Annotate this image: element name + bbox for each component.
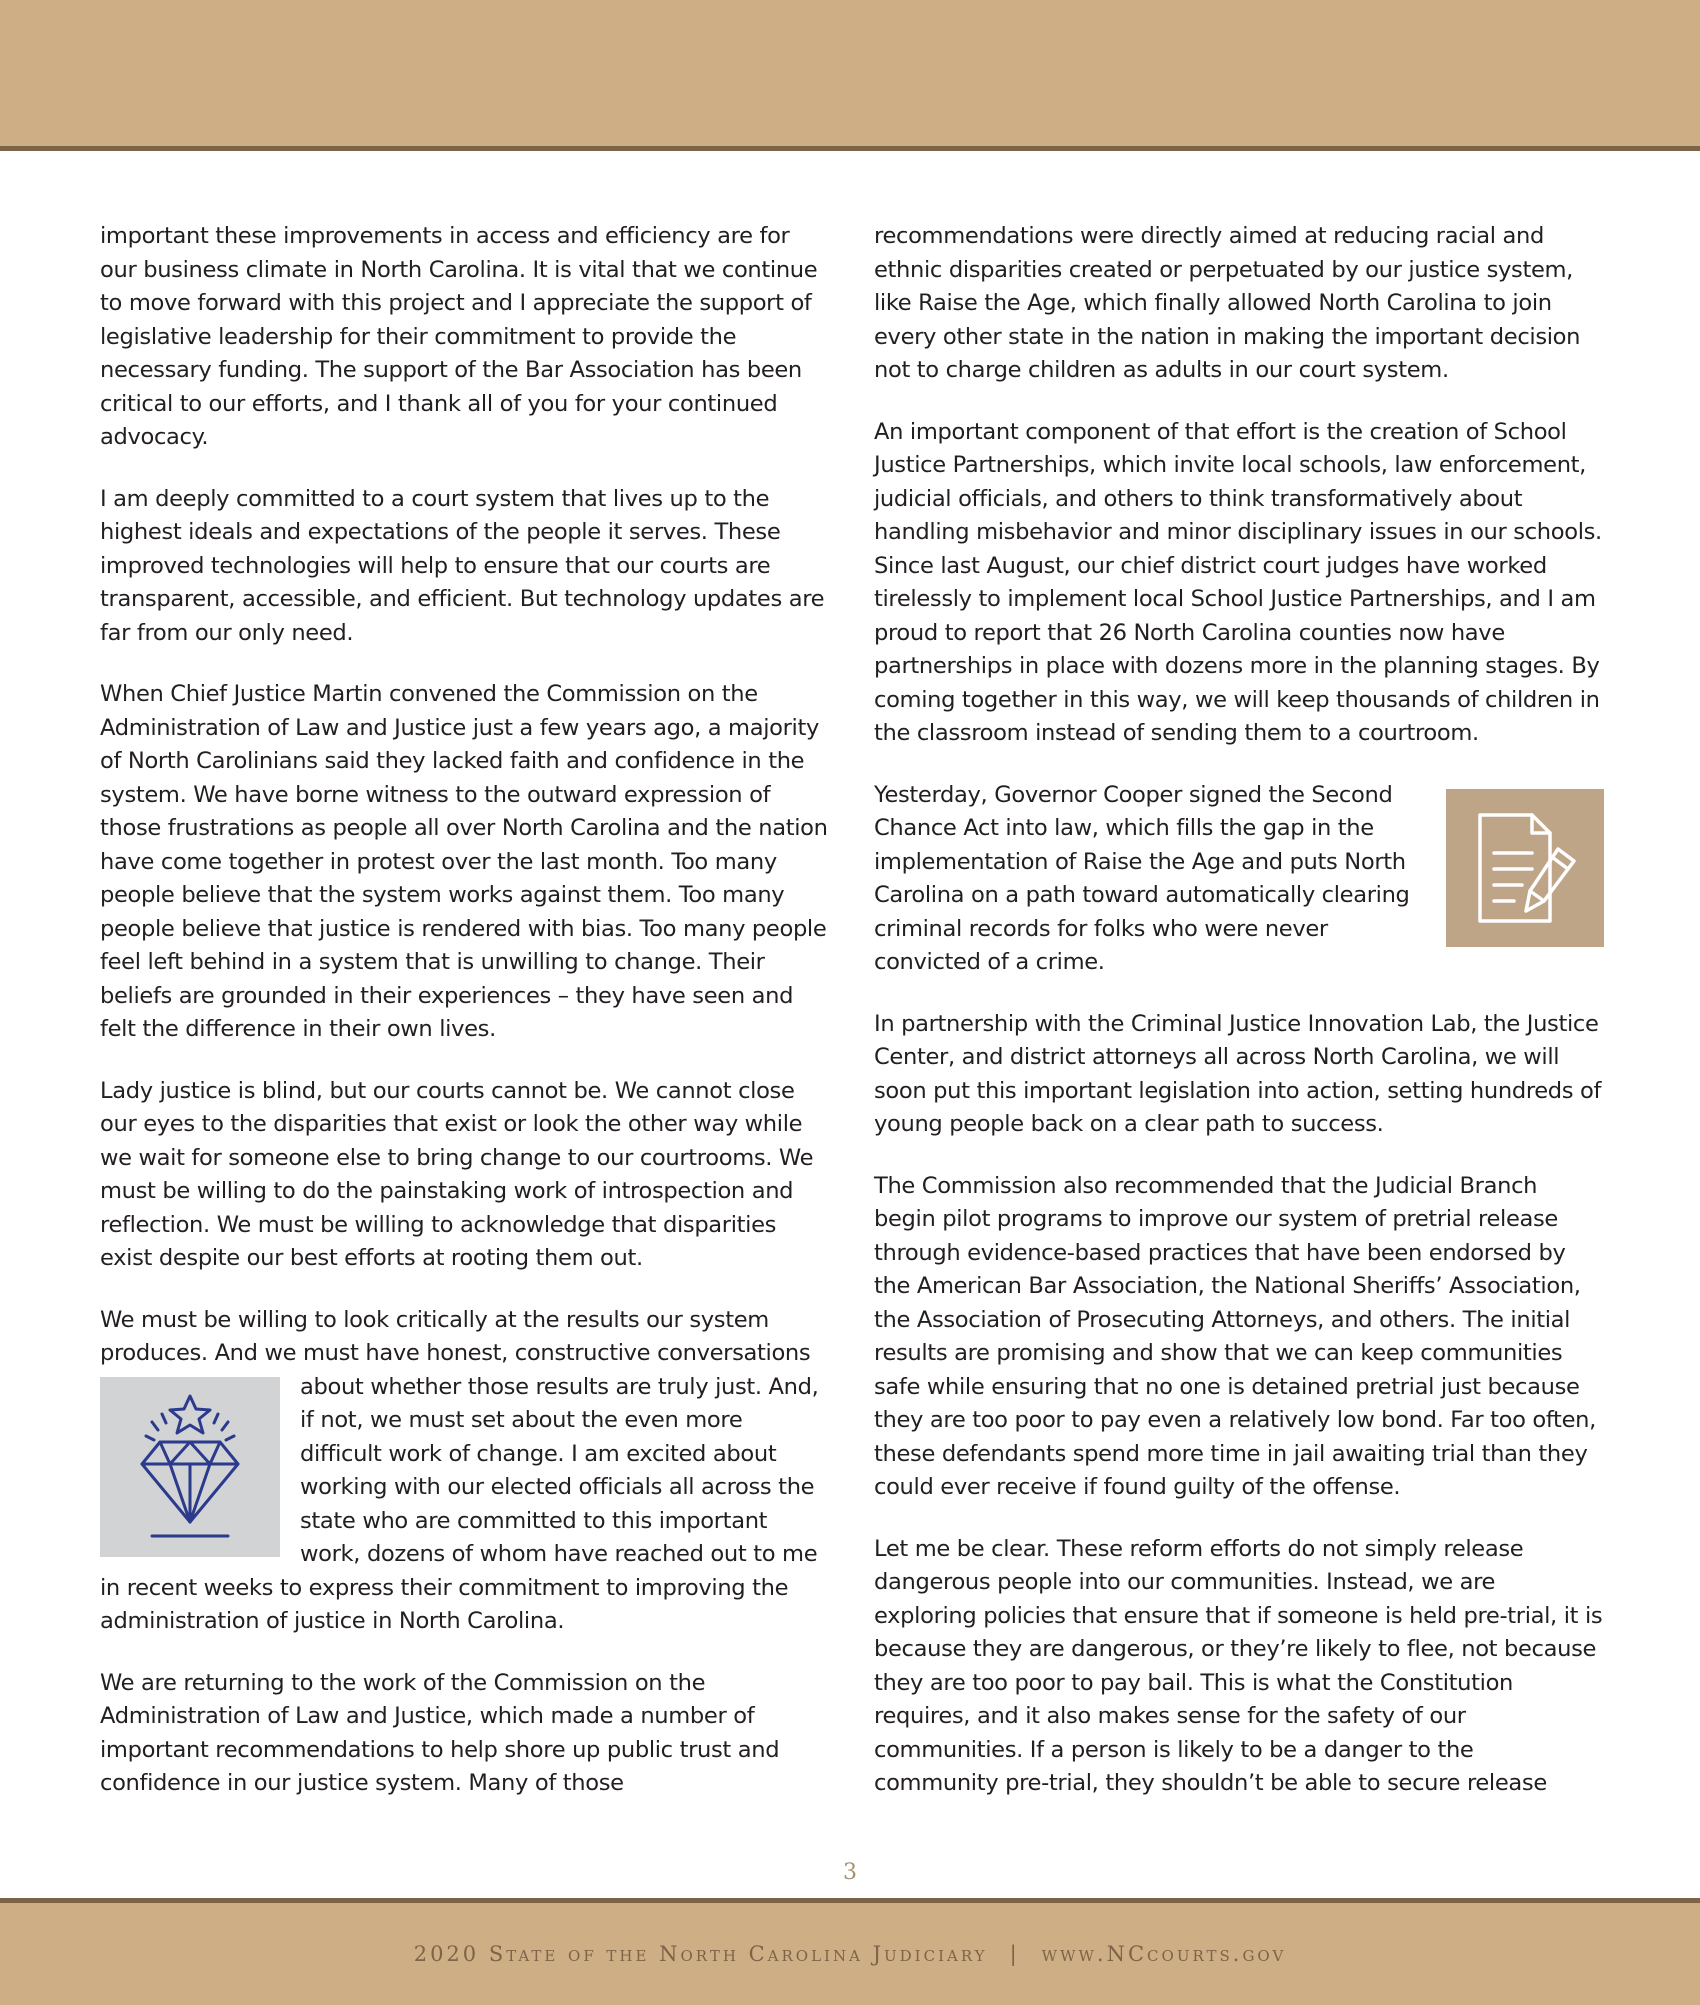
paragraph: When Chief Justice Martin convened the Commission on the Administration of Law and Justice just a few years ago, a majority of North Carolinians said they lacked faith and confidence in the system. We have borne witness to the outward expression of those frustrations as people all over North Carolina and the nation have come together in protest over the last month. Too many people believe that the system works against them. Too many people believe that justice is rendered with bias. Too many people feel left behind in a system that is unwilling to change. Their beliefs are grounded in their experiences – they have seen and felt the difference in their own lives.: [100, 681, 828, 1042]
footer-url[interactable]: www.NCcourts.gov: [1041, 1942, 1287, 1966]
header-band: [0, 0, 1700, 151]
paragraph: The Commission also recommended that the Judicial Branch begin pilot programs to improve our system of pretrial release through evidence-based practices that have been endorsed by the American Bar Association, the National Sheriffs’ Association, the Association of Prosecuting Attorneys, and others. The initial results are promising and show that we can keep communities safe while ensuring that no one is detained pretrial just because they are too poor to pay even a relatively low bond. Far too often, these defendants spend more time in jail awaiting trial than they could ever receive if found guilty of the offense.: [874, 1172, 1596, 1500]
paragraph: In partnership with the Criminal Justice Innovation Lab, the Justice Center, and district attorneys all across North Carolina, we will soon put this important legislation into action, setting hundreds of young people back on a clear path to success.: [874, 1010, 1602, 1137]
footer-band: [0, 1898, 1700, 2005]
paragraph: An important component of that effort is the creation of School Justice Partnerships, which invite local schools, law enforcement, judicial officials, and others to think transformatively about handling misbehavior and minor disciplinary issues in our schools. Since last August, our chief district court judges have worked tirelessly to implement local School Justice Partnerships, and I am proud to report that 26 North Carolina counties now have partnerships in place with dozens more in the planning stages. By coming together in this way, we will keep thousands of children in the classroom instead of sending them to a courtroom.: [874, 418, 1602, 746]
diamond-star-icon: [100, 1377, 280, 1557]
paragraph: Let me be clear. These reform efforts do not simply release dangerous people into our communities. Instead, we are exploring policies that ensure that if someone is held pre-trial, it is because they are dangerous, or they’re likely to flee, not because they are too poor to pay bail. This is what the Constitution requires, and it also makes sense for the safety of our communities. If a person is likely to be a danger to the community pre-trial, they shouldn’t be able to secure release: [874, 1535, 1603, 1796]
footer-separator: |: [1009, 1942, 1020, 1966]
paragraph: Lady justice is blind, but our courts cannot be. We cannot close our eyes to the disparities that exist or look the other way while we wait for someone else to bring change to our courtrooms. We must be willing to do the painstaking work of introspection and reflection. We must be willing to acknowledge that disparities exist despite our best efforts at rooting them out.: [100, 1077, 814, 1271]
document-pen-icon: [1446, 789, 1604, 947]
page-number: 3: [843, 1860, 857, 1885]
left-column: [100, 220, 830, 1829]
paragraph: We must be willing to look critically at the results our system produces. And we must have honest, constructive conversations: [100, 1306, 811, 1366]
paragraph: We are returning to the work of the Commission on the Administration of Law and Justice, which made a number of important recommendations to help shore up public trust and confidence in our justice system. Many of those: [100, 1669, 780, 1796]
footer-title: 2020 State of the North Carolina Judiciary: [413, 1942, 988, 1966]
right-column: [874, 220, 1604, 1829]
paragraph: Yesterday, Governor Cooper signed the Second Chance Act into law, which fills the gap in the implementation of Raise the Age and puts North Carolina on a path toward automatically clearing criminal records for folks who were never convicted of a crime.: [874, 781, 1410, 975]
paragraph: about whether those results are truly just. And, if not, we must set about the even more difficult work of change. I am excited about working with our elected officials all across the state who are committed to this important work, dozens of whom have reached out to me in recent weeks to express their commitment to improving the administration of justice in North Carolina.: [100, 1373, 819, 1634]
paragraph: I am deeply committed to a court system that lives up to the highest ideals and expectations of the people it serves. These improved technologies will help to ensure that our courts are transparent, accessible, and efficient. But technology updates are far from our only need.: [100, 485, 825, 646]
paragraph: recommendations were directly aimed at reducing racial and ethnic disparities created or perpetuated by our justice system, like Raise the Age, which finally allowed North Carolina to join every other state in the nation in making the important decision not to charge children as adults in our court system.: [874, 223, 1581, 383]
paragraph: important these improvements in access and efficiency are for our business climate in North Carolina. It is vital that we continue to move forward with this project and I appreciate the support of legislative leadership for their commitment to provide the necessary funding. The support of the Bar Association has been critical to our efforts, and I thank all of you for your continued advocacy.: [100, 223, 818, 450]
